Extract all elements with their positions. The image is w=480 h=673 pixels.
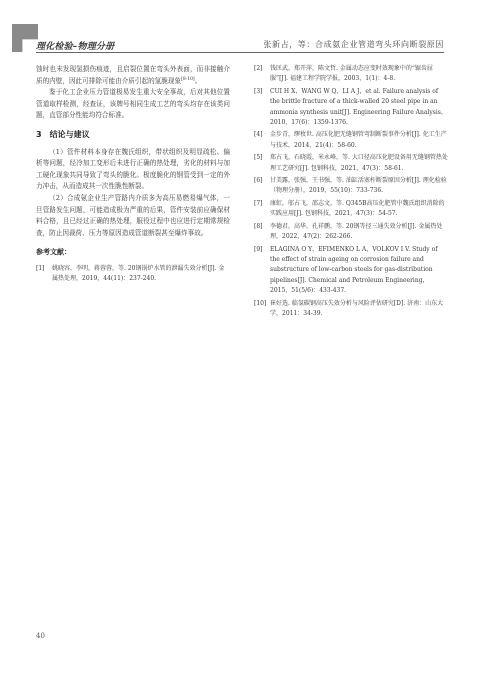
- paragraph-text: 蚀时也未发现氢损伤痕迹，且启裂位置在弯头外表面，而非接触介质的内壁，因此可排除可能由介质引起的氢脆现象: [36, 65, 230, 85]
- reference-item: [254, 222, 448, 243]
- reference-text: 姚晓容，李明，蒋蓉蓉，等. 20钢锅炉水管的泄漏失效分析[J]. 金属热处理，2019，44(11)：237-240.: [52, 264, 225, 283]
- reference-number: [7]: [254, 199, 263, 207]
- reference-text: 康虹，邬占飞，邵志文，等. Q345B高压化肥管中魏氏组织消除的实践应用[J]. 包钢科技，2021，47(3)：54-57.: [270, 199, 445, 218]
- reference-item: [254, 299, 448, 320]
- journal-name: 理化检验–物理分册: [36, 42, 115, 52]
- reference-item: [254, 245, 448, 297]
- header-rule: [36, 52, 444, 53]
- section-title: 3 结论与建议: [36, 129, 90, 139]
- punctuation: 。: [194, 76, 202, 85]
- reference-number: [10]: [254, 299, 267, 307]
- reference-text: 李德君，高华，孔祥鹏，等. 20钢等径三通失效分析[J]. 金属热处理，2022，47(2)：262-266.: [270, 222, 443, 241]
- page-header: [0, 0, 480, 52]
- reference-text: 崔好选. 临氢碳钢高压失效分析与风险评估研究[D]. 济南：山东大学，2011：34-39.: [270, 299, 444, 317]
- reference-number: [9]: [254, 245, 263, 253]
- reference-item: [254, 64, 448, 85]
- right-column: [254, 64, 448, 321]
- reference-item: [254, 87, 448, 129]
- left-column: [36, 64, 230, 287]
- reference-item: [36, 264, 230, 285]
- reference-item: [254, 130, 448, 151]
- reference-item: [254, 176, 448, 197]
- reference-text: 钱匡武，郑开萍，陈文哲. 金属动态应变时效现象中的“锯齿屈服”[J]. 福建工程学院学报，2003，1(1)：4-8.: [270, 65, 433, 83]
- logo-mark: [12, 24, 38, 52]
- references-title: 参考文献：: [36, 248, 71, 257]
- running-head: 张新占，等：合成氨企业管道弯头环向断裂原因: [263, 40, 444, 49]
- reference-text: ELAGINA O Y，EFIMENKO L A，VOLKOV I V. Study of the effect of strain ageing on corrosion failure and substructure of low-carbon steels for gas-distribution pipelines[J]. Chemical and Petroleum Engineering，2015，51(5/6)：433-437.: [270, 245, 438, 295]
- reference-number: [2]: [254, 65, 263, 72]
- reference-number: [6]: [254, 177, 263, 185]
- reference-item: [254, 153, 448, 174]
- paragraph: [36, 64, 230, 87]
- reference-number: [4]: [254, 131, 263, 139]
- reference-text: 金步青，缪枚世. 高压化肥无缝钢管弯制断裂事件分析[J]. 化工生产与技术，2014，21(4)：58-60.: [270, 131, 447, 149]
- reference-text: CUI H X，WANG W Q，LI A J，et al. Failure analysis of the brittle fracture of a thick-walled 20 steel pipe in an ammonia synthesis unit[J]. Engineering Failure Analysis，2010，17(6)：1359-1376.: [270, 87, 447, 127]
- citation: [8-10]: [181, 76, 195, 82]
- reference-item: [254, 199, 448, 220]
- reference-number: [5]: [254, 154, 263, 162]
- reference-text: 郑占飞，石晓霞，米永峰，等. 大口径高压化肥设备用无缝钢管热处理工艺研究[J]. 包钢科技，2021，47(3)：58-61.: [270, 154, 448, 172]
- reference-number: [8]: [254, 222, 263, 230]
- paragraph: （2）合成氨企业生产管路内介质多为高压易燃易爆气体，一旦管路发生问题，可能造成极为严重的后果，管件安装前应确保材料合格，且已经过正确的热处理，服役过程中也应进行定期常规检查，防止因裁荷、压力等原因造成管道断裂甚至爆炸事故。: [36, 193, 230, 237]
- reference-number: [1]: [36, 264, 45, 272]
- paragraph: 鉴于化工企业压力管道极易发生重大安全事故，后对其他位置管道取样检测，经查证，该牌号相同生成工艺的弯头均存在该类问题，直管部分性能均符合标准。: [36, 88, 230, 120]
- paragraph: （1）管件材料本身存在魏氏组织，带状组织及明显疏松、偏析等问题，经冷加工变形后未进行正确的热处理，劣化的材料与加工硬化现象共同导致了弯头的脆化。极度脆化的钢管受到一定的外力冲击，从而造成其一次性脆性断裂。: [36, 147, 230, 191]
- reference-number: [3]: [254, 87, 263, 95]
- page-number: 40: [36, 632, 45, 640]
- reference-text: 甘美露，张强，王书强，等. 油缸活塞杆断裂原因分析[J]. 理化检验（物理分册），2019，55(10)：733-736.: [270, 177, 447, 195]
